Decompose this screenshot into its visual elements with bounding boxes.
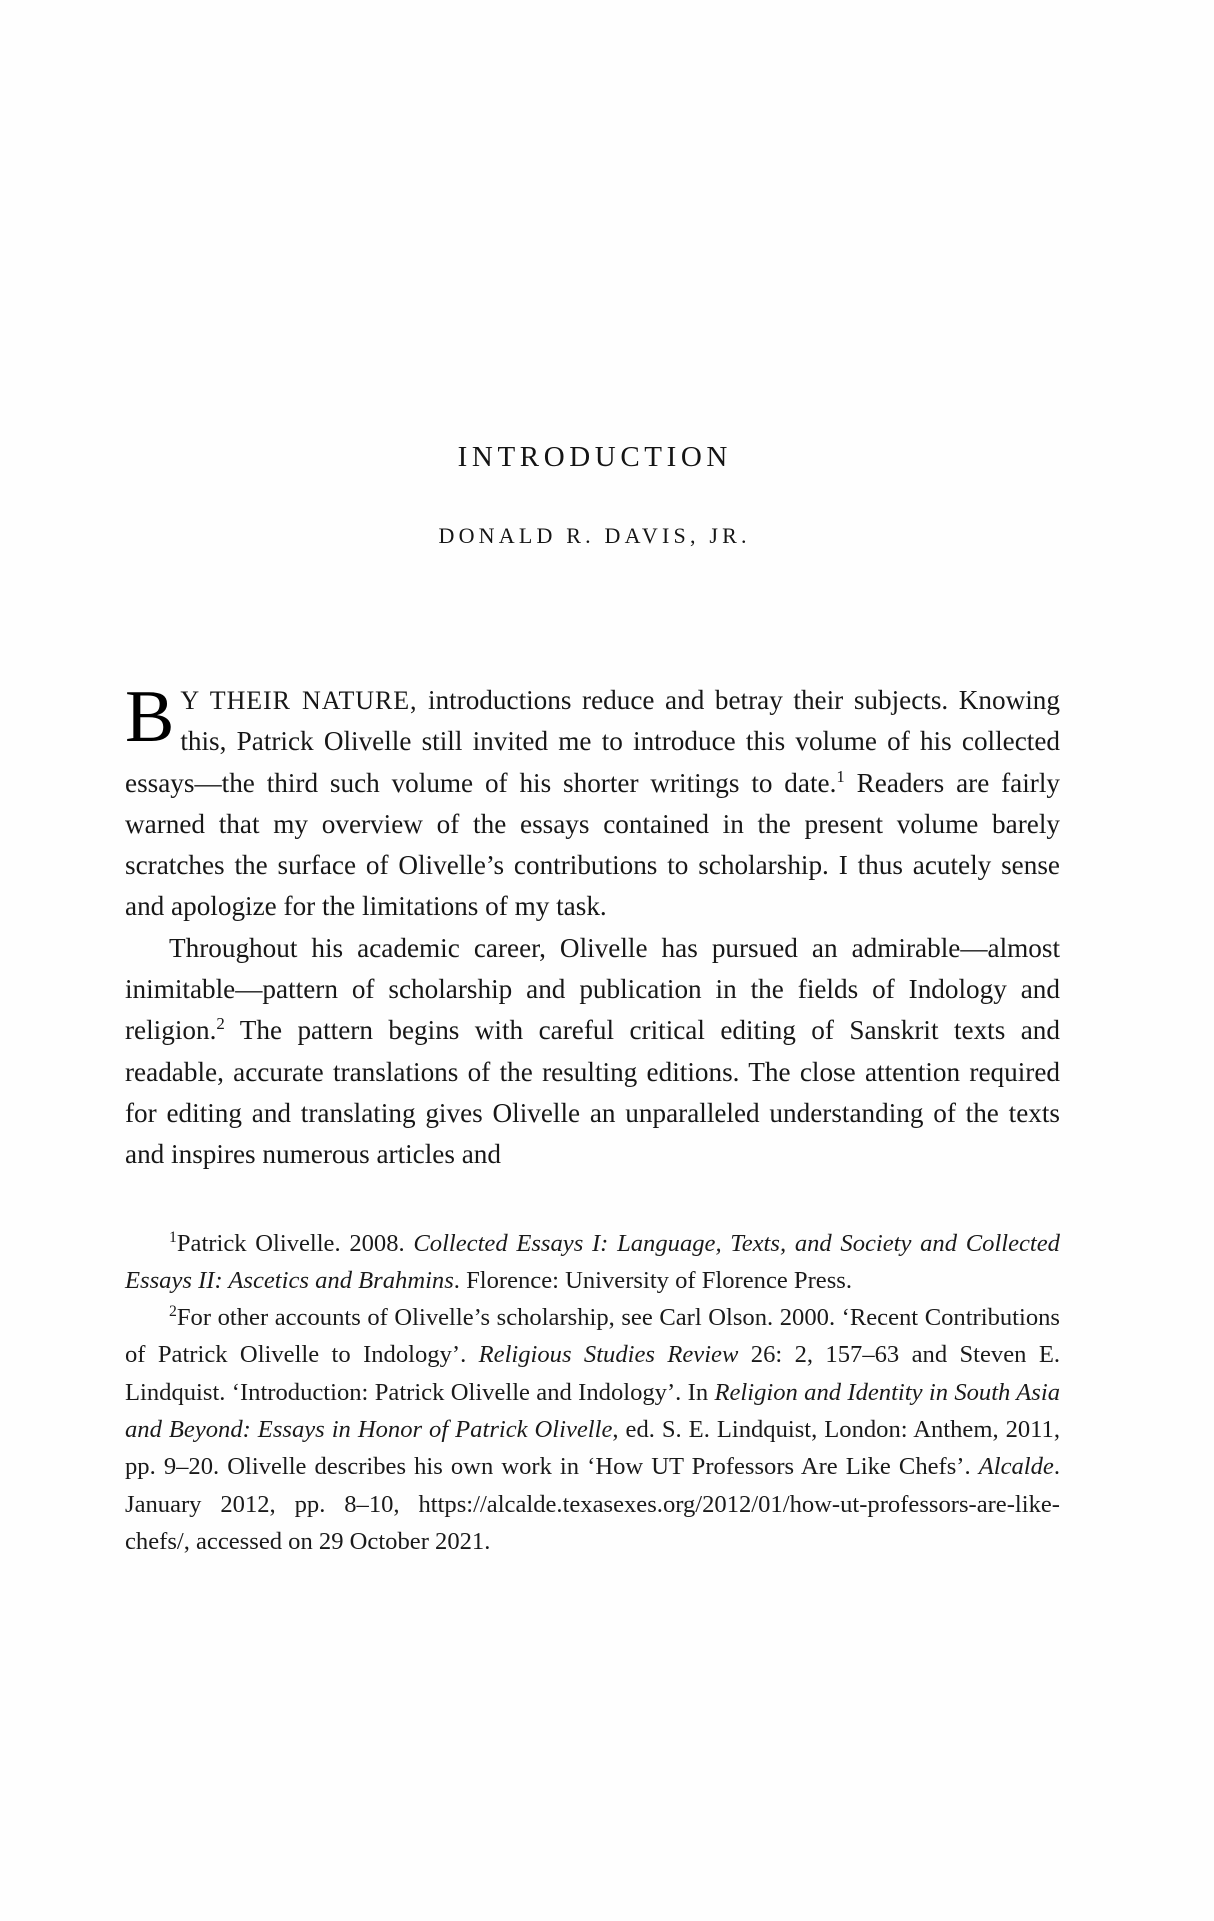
- paragraph-2-text-before-ref: Throughout his academic career, Olivelle has pursued an admirable—almost inimitable—pattern of scholarship and publication in the fields of Indology and religion.: [125, 932, 1060, 1046]
- drop-cap-letter: B: [125, 676, 175, 758]
- footnotes-block: [125, 1176, 1060, 1561]
- footnote-item-1: [125, 1225, 1060, 1300]
- footnote-2-text-part-2: 26: 2, 157–63 and Steven E. Lindquist. ‘Introduction: Patrick Olivelle and Indology’. In: [125, 1341, 1061, 1406]
- footnote-2-book-title-italic: Religion and Identity in South Asia and Beyond: Essays in Honor of Patrick Olivelle: [125, 1378, 1060, 1444]
- footnote-1-text-part-2: . Florence: University of Florence Press.: [453, 1266, 852, 1294]
- page-title: INTRODUCTION: [457, 441, 732, 473]
- paragraph-1-text-after-ref: Readers are fairly warned that my overview of the essays contained in the present volume barely scratches the surface of Olivelle’s contributions to scholarship. I thus acutely sense and apologize for the limitations of my task.: [125, 767, 1060, 922]
- footnote-item-2: [125, 1299, 1060, 1560]
- author-byline: DONALD R. DAVIS, JR.: [438, 523, 751, 548]
- paragraph-1-text-before-ref: introductions reduce and betray their subjects. Knowing this, Patrick Olivelle still invited me to introduce this volume of his collected essays—the third such volume of his shorter writings to date.: [125, 685, 1060, 798]
- footnote-number-1: 1: [169, 1228, 177, 1246]
- body-text-block: [125, 547, 1060, 1176]
- body-paragraph-1: [125, 676, 1060, 928]
- page-content-column: [125, 0, 1060, 1560]
- chapter-header: [125, 0, 1060, 547]
- footnote-1-text-part-1: Patrick Olivelle. 2008.: [176, 1229, 414, 1257]
- footnote-2-text-part-1: For other accounts of Olivelle’s scholarship, see Carl Olson. 2000. ‘Recent Contributions of Patrick Olivelle to Indology’.: [125, 1304, 1060, 1369]
- small-caps-opening: Y THEIR NATURE,: [180, 686, 418, 715]
- footnote-2-text-part-3: , ed. S. E. Lindquist, London: Anthem, 2011, pp. 9–20. Olivelle describes his own work in ‘How UT Professors Are Like Chefs’.: [125, 1416, 1061, 1481]
- paragraph-2-text-after-ref: The pattern begins with careful critical editing of Sanskrit texts and readable, accurate translations of the resulting editions. The close attention required for editing and translating gives Olivelle an unparalleled understanding of the texts and inspires numerous articles and: [125, 1015, 1060, 1170]
- body-paragraph-2: [125, 928, 1060, 1176]
- footnote-reference-2[interactable]: 2: [216, 1014, 225, 1034]
- footnote-reference-1[interactable]: 1: [836, 766, 845, 786]
- footnote-1-title-italic: Collected Essays I: Language, Texts, and Society and Collected Essays II: Ascetics and Brahmins: [125, 1229, 1060, 1294]
- footnote-2-journal-italic: Religious Studies Review: [478, 1341, 739, 1369]
- footnote-2-magazine-italic: Alcalde: [978, 1453, 1054, 1481]
- footnote-2-text-part-4: . January 2012, pp. 8–10, https://alcalde.texasexes.org/2012/01/how-ut-professors-are-like-chefs/, accessed on 29 October 2021.: [125, 1453, 1060, 1555]
- footnote-number-2: 2: [169, 1302, 177, 1320]
